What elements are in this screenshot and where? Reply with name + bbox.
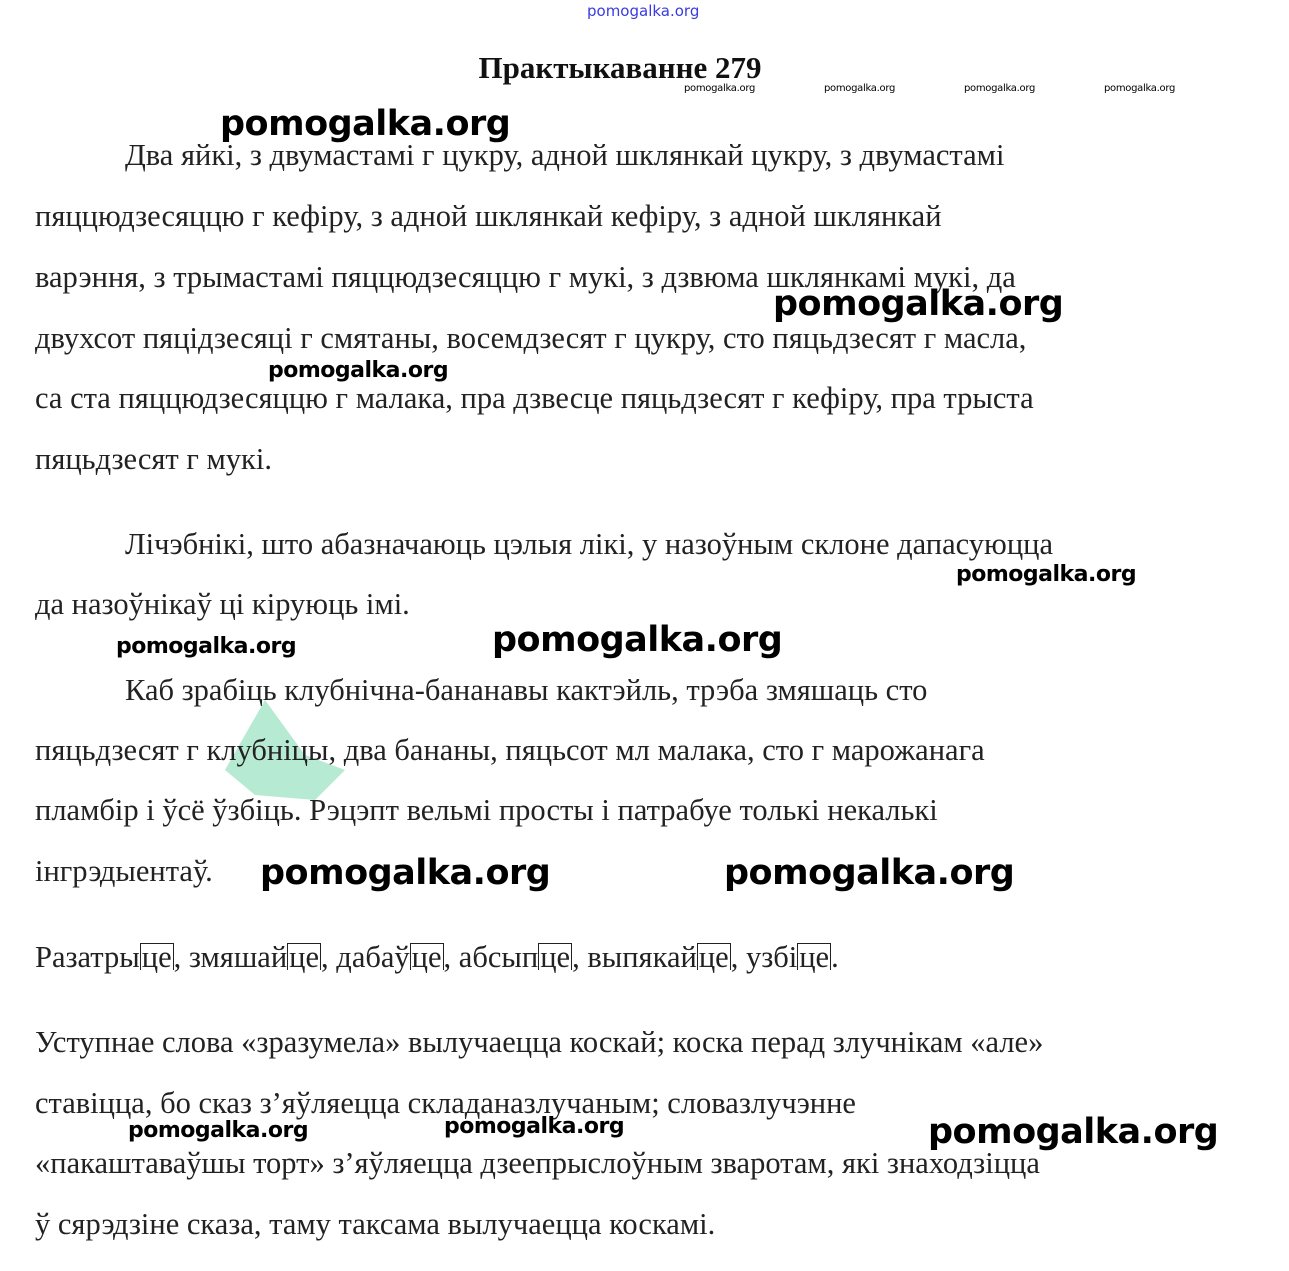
watermark: pomogalka.org	[128, 1118, 309, 1143]
watermark-top: pomogalka.org	[587, 2, 700, 20]
text-line: Лічэбнікі, што абазначаюць цэлыя лікі, у назоўным склоне дапасуюцца	[125, 527, 1054, 561]
verb: узбіце.	[745, 940, 839, 974]
watermark: pomogalka.org	[444, 1114, 625, 1139]
watermark: pomogalka.org	[268, 358, 449, 383]
watermark: pomogalka.org	[928, 1112, 1219, 1152]
ending-mark: це	[698, 940, 729, 974]
text-line: інгрэдыентаў.	[35, 854, 213, 888]
text-line: Каб зрабіць клубнічна-бананавы кактэйль, трэба змяшаць сто	[125, 673, 928, 707]
verb: выпякайце,	[587, 940, 746, 974]
verb: дабаўце,	[336, 940, 459, 974]
text-line: «пакаштаваўшы торт» з’яўляецца дзеепрыслоўным зваротам, які знаходзіцца	[35, 1146, 1040, 1180]
verb: абсыпце,	[458, 940, 588, 974]
text-line: варэння, з трымастамі пяццюдзесяццю г мукі, з дзвюма шклянкамі мукі, да	[35, 260, 1016, 294]
watermark: pomogalka.org	[116, 634, 297, 659]
text-line: двухсот пяцідзесяці г смятаны, восемдзесят г цукру, сто пяцьдзесят г масла,	[35, 321, 1027, 355]
text-line: да назоўнікаў ці кіруюць імі.	[35, 587, 410, 621]
watermark: pomogalka.org	[684, 83, 756, 94]
ending-mark: це	[540, 940, 571, 974]
verb: Разатрыце,	[35, 940, 189, 974]
watermark: pomogalka.org	[956, 562, 1137, 587]
watermark: pomogalka.org	[1104, 83, 1176, 94]
watermark: pomogalka.org	[773, 284, 1064, 324]
page-title: Практыкаванне 279	[478, 50, 762, 85]
verb: змяшайце,	[188, 940, 337, 974]
verbs-line	[35, 937, 839, 977]
ending-mark: це	[799, 940, 830, 974]
text-line: пяцьдзесят г клубніцы, два бананы, пяцьсот мл малака, сто г марожанага	[35, 733, 985, 767]
ending-mark: це	[141, 940, 172, 974]
text-line: Уступнае слова «зразумела» вылучаецца коскай; коска перад злучнікам «але»	[35, 1025, 1044, 1059]
text-line: Два яйкі, з двумастамі г цукру, адной шклянкай цукру, з двумастамі	[125, 138, 1005, 172]
watermark: pomogalka.org	[964, 83, 1036, 94]
watermark: pomogalka.org	[724, 853, 1015, 893]
text-line: ў сярэдзіне сказа, таму таксама вылучаецца коскамі.	[35, 1207, 716, 1241]
text-line: пяцьдзесят г мукі.	[35, 442, 272, 476]
watermark: pomogalka.org	[492, 620, 783, 660]
watermark: pomogalka.org	[220, 104, 511, 144]
text-line: пламбір і ўсё ўзбіць. Рэцэпт вельмі просты і патрабуе толькі некалькі	[35, 793, 938, 827]
ending-mark: це	[411, 940, 442, 974]
text-line: ставіцца, бо сказ з’яўляецца складаназлучаным; словазлучэнне	[35, 1086, 856, 1120]
text-line: са ста пяццюдзесяццю г малака, пра дзвесце пяцьдзесят г кефіру, пра трыста	[35, 381, 1034, 415]
watermark: pomogalka.org	[260, 853, 551, 893]
watermark: pomogalka.org	[824, 83, 896, 94]
text-line: пяццюдзесяццю г кефіру, з адной шклянкай кефіру, з адной шклянкай	[35, 199, 942, 233]
ending-mark: це	[289, 940, 320, 974]
